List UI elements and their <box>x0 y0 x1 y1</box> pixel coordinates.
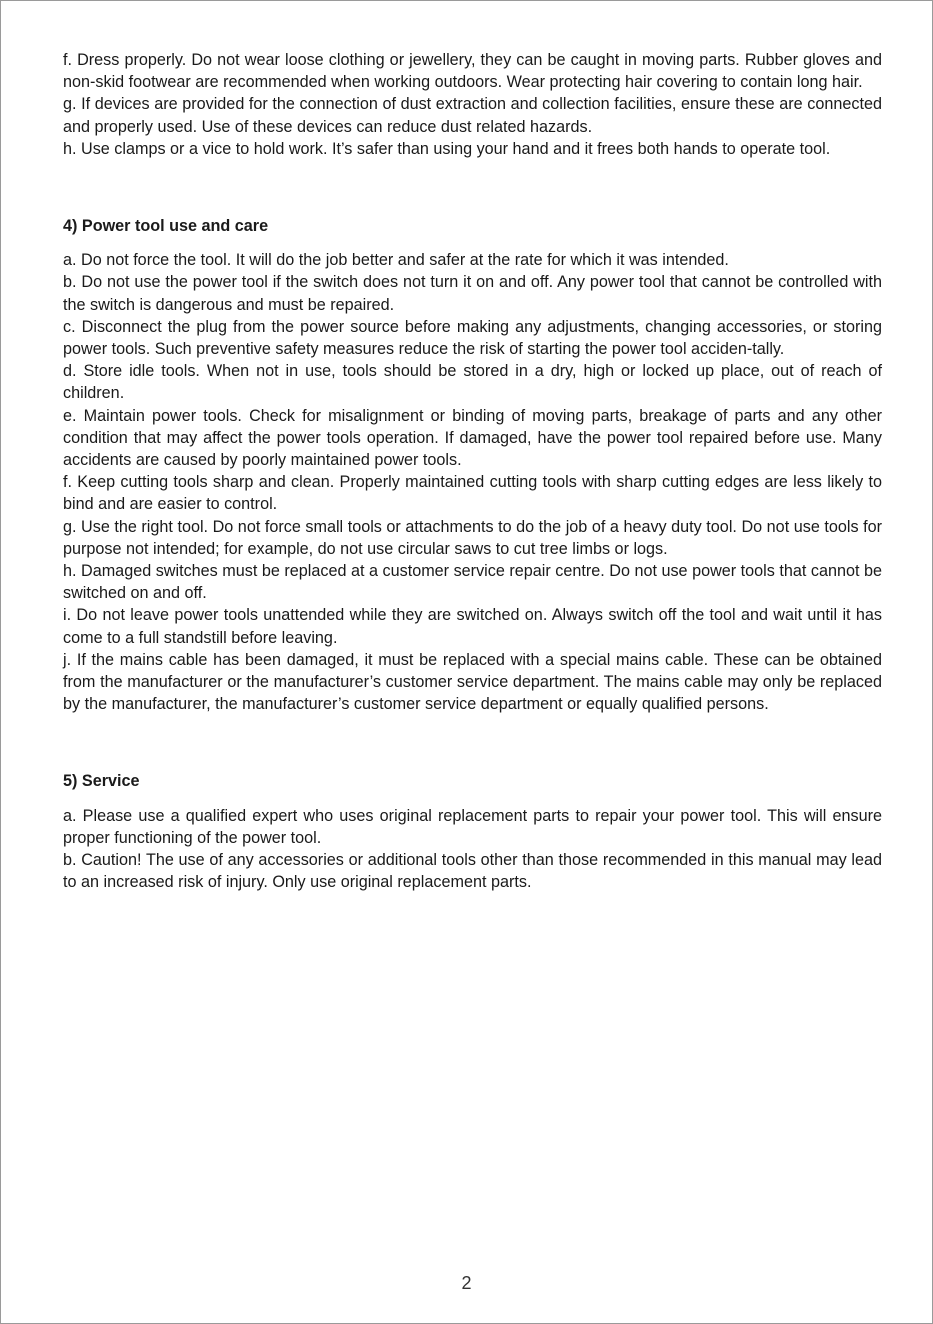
section4-item-j: j. If the mains cable has been damaged, it must be replaced with a special mains cable. These can be obtained from the manufacturer or the manufacturer’s customer service department. The mains cable may only be replaced by the manufacturer, the manufacturer’s customer service department or equally qualified persons. <box>63 650 882 714</box>
paragraph-h-clamps: h. Use clamps or a vice to hold work. It’s safer than using your hand and it frees both hands to operate tool. <box>63 139 831 158</box>
section4-item-e: e. Maintain power tools. Check for misalignment or binding of moving parts, breakage of parts and any other condition that may affect the power tools operation. If damaged, have the power tool repaired before use. Many accidents are caused by poorly maintained power tools. <box>63 406 882 470</box>
section4-item-g: g. Use the right tool. Do not force small tools or attachments to do the job of a heavy duty tool. Do not use tools for purpose not intended; for example, do not use circular saws to cut tree limbs or logs. <box>63 517 882 558</box>
section4-item-i: i. Do not leave power tools unattended while they are switched on. Always switch off the tool and wait until it has come to a full standstill before leaving. <box>63 606 882 647</box>
section4-item-b: b. Do not use the power tool if the switch does not turn it on and off. Any power tool that cannot be controlled with the switch is dangerous and must be repaired. <box>63 273 882 314</box>
document-body <box>63 49 882 894</box>
section4-item-c: c. Disconnect the plug from the power source before making any adjustments, changing accessories, or storing power tools. Such preventive safety measures reduce the risk of starting the power tool acciden-tally. <box>63 317 882 359</box>
paragraph-f-dress: f. Dress properly. Do not wear loose clothing or jewellery, they can be caught in moving parts. Rubber gloves and non-skid footwear are recommended when working outdoors. Wear protecting hair covering to contain long hair. <box>63 51 882 92</box>
paragraph-g-dust: g. If devices are provided for the connection of dust extraction and collection facilities, ensure these are connected and properly used. Use of these devices can reduce dust related hazards. <box>63 95 882 136</box>
page-number: 2 <box>461 1273 472 1293</box>
section5-item-b: b. Caution! The use of any accessories or additional tools other than those recommended in this manual may lead to an increased risk of injury. Only use original replacement parts. <box>63 851 882 892</box>
section4-item-d: d. Store idle tools. When not in use, tools should be stored in a dry, high or locked up place, out of reach of children. <box>63 362 882 403</box>
section-heading-power-tool-use: 4) Power tool use and care <box>63 217 269 236</box>
section-heading-service: 5) Service <box>63 772 140 791</box>
section4-item-a: a. Do not force the tool. It will do the job better and safer at the rate for which it was intended. <box>63 251 729 270</box>
section4-item-h: h. Damaged switches must be replaced at a customer service repair centre. Do not use power tools that cannot be switched on and off. <box>63 562 882 603</box>
section4-item-f: f. Keep cutting tools sharp and clean. Properly maintained cutting tools with sharp cutting edges are less likely to bind and are easier to control. <box>63 473 882 514</box>
section5-item-a: a. Please use a qualified expert who uses original replacement parts to repair your power tool. This will ensure proper functioning of the power tool. <box>63 806 882 847</box>
